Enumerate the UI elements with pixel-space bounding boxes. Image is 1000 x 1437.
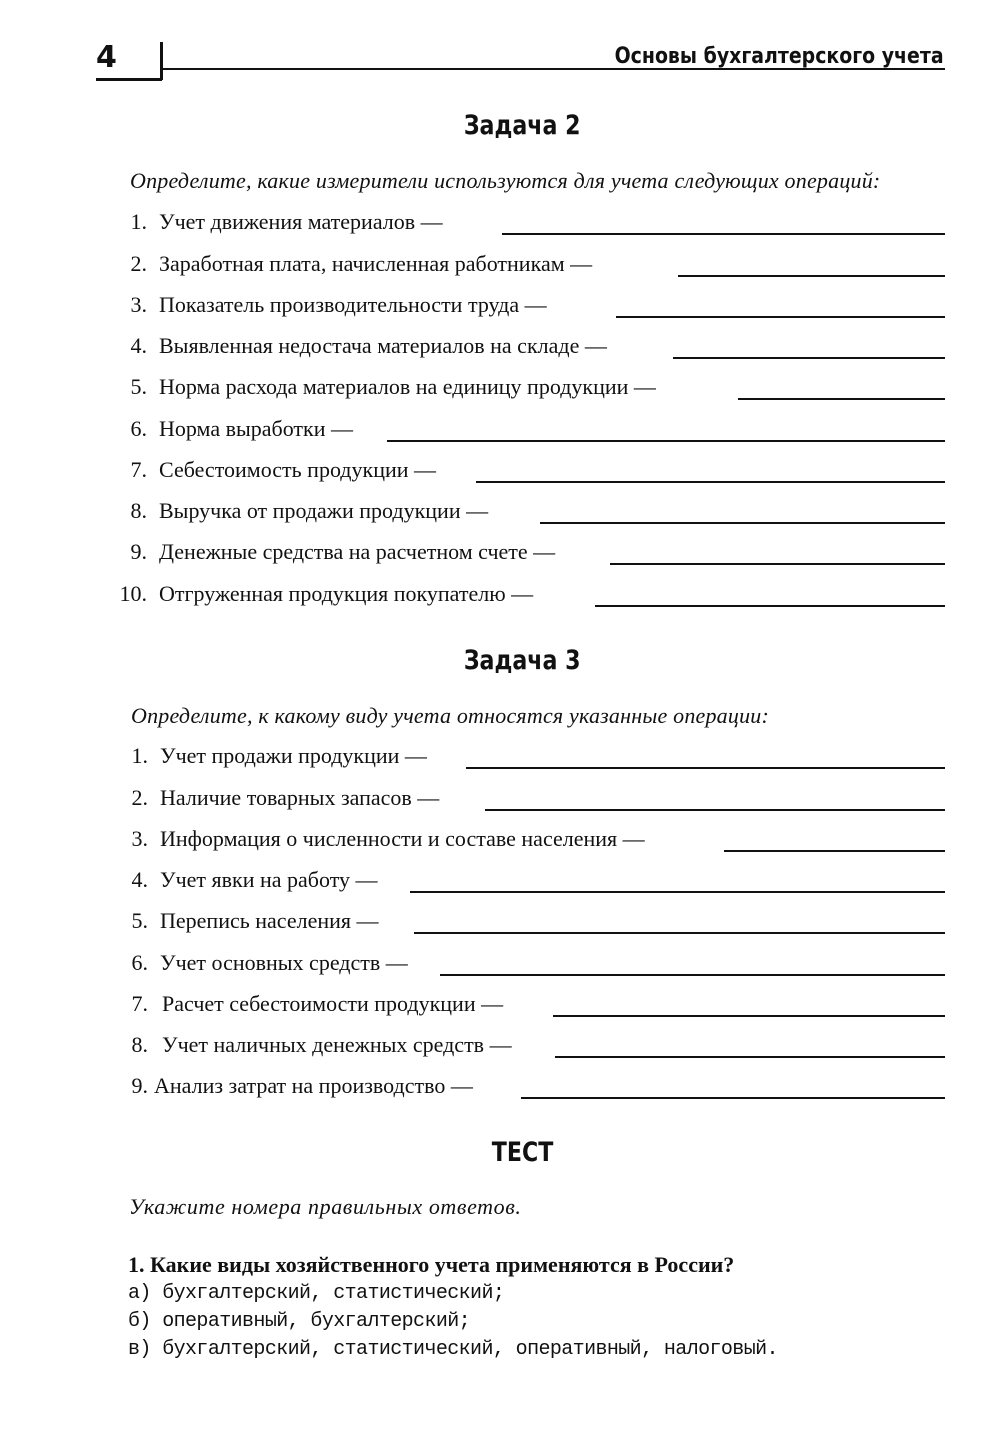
task3-item: [0, 866, 945, 896]
item-number: 8.: [131, 1032, 148, 1057]
item-number: 2.: [131, 785, 148, 810]
task2-item: [0, 456, 945, 486]
task3-item: [0, 1072, 945, 1102]
answer-line[interactable]: [476, 481, 945, 483]
item-number: 4.: [131, 867, 148, 892]
task3-item: [0, 949, 945, 979]
item-number: 2.: [130, 251, 147, 276]
answer-line[interactable]: [553, 1015, 945, 1017]
answer-line[interactable]: [485, 809, 945, 811]
answer-line[interactable]: [724, 850, 945, 852]
task2-intro: Определите, какие измерители используются для учета следующих операций:: [130, 168, 881, 193]
task3-intro: Определите, к какому виду учета относятся указанные операции:: [131, 703, 770, 728]
item-text: Учет движения материалов —: [159, 209, 443, 234]
item-text: Норма расхода материалов на единицу продукции —: [159, 374, 656, 399]
item-text: Расчет себестоимости продукции —: [162, 991, 504, 1016]
item-text: Анализ затрат на производство —: [154, 1073, 473, 1098]
task3-item: [0, 742, 945, 772]
item-text: Учет основных средств —: [160, 950, 408, 975]
task3-item: [0, 907, 945, 937]
answer-line[interactable]: [555, 1056, 945, 1058]
item-number: 8.: [130, 498, 147, 523]
item-text: Денежные средства на расчетном счете —: [159, 539, 556, 564]
item-number: 3.: [130, 292, 147, 317]
task2-item: [0, 250, 945, 280]
item-number: 1.: [130, 209, 147, 234]
task2-item: [0, 208, 945, 238]
task3-item: [0, 784, 945, 814]
item-text: Заработная плата, начисленная работникам —: [159, 251, 593, 276]
item-number: 5.: [131, 908, 148, 933]
item-number: 6.: [131, 950, 148, 975]
task3-item: [0, 1031, 945, 1061]
answer-line[interactable]: [610, 563, 945, 565]
task2-item: [0, 497, 945, 527]
task3-item: [0, 990, 945, 1020]
answer-line[interactable]: [410, 891, 945, 893]
answer-line[interactable]: [466, 767, 945, 769]
answer-line[interactable]: [616, 316, 945, 318]
item-text: Перепись населения —: [160, 908, 379, 933]
item-text: Учет продажи продукции —: [160, 743, 427, 768]
answer-line[interactable]: [387, 440, 945, 442]
page-number: 4: [96, 40, 117, 75]
task2-title: Задача 2: [464, 110, 581, 141]
task2-item: [0, 538, 945, 568]
answer-line[interactable]: [738, 398, 945, 400]
task3-heading: [0, 645, 1000, 677]
task2-heading: [0, 110, 1000, 142]
item-text: Показатель производительности труда —: [159, 292, 547, 317]
answer-line[interactable]: [502, 233, 945, 235]
answer-line[interactable]: [595, 605, 945, 607]
item-text: Выявленная недостача материалов на складе —: [159, 333, 607, 358]
task3-title: Задача 3: [464, 645, 581, 676]
answer-line[interactable]: [414, 932, 945, 934]
test-heading: [0, 1137, 1000, 1169]
header-rule-left: [96, 78, 162, 81]
item-number: 9.: [130, 539, 147, 564]
item-text: Норма выработки —: [159, 416, 354, 441]
answer-line[interactable]: [673, 357, 945, 359]
answer-option[interactable]: б) оперативный, бухгалтерский;: [128, 1310, 471, 1333]
item-text: Отгруженная продукция покупателю —: [159, 581, 534, 606]
item-text: Себестоимость продукции —: [159, 457, 437, 482]
item-number: 10.: [119, 581, 147, 606]
task2-item: [0, 291, 945, 321]
answer-option[interactable]: в) бухгалтерский, статистический, оперативный, налоговый.: [128, 1338, 778, 1361]
answer-option[interactable]: а) бухгалтерский, статистический;: [128, 1282, 505, 1305]
item-number: 5.: [130, 374, 147, 399]
test-title: ТЕСТ: [491, 1137, 554, 1168]
item-number: 1.: [131, 743, 148, 768]
item-text: Учет явки на работу —: [160, 867, 378, 892]
answer-line[interactable]: [521, 1097, 945, 1099]
test-question: 1. Какие виды хозяйственного учета применяются в России?: [128, 1252, 735, 1277]
item-number: 3.: [131, 826, 148, 851]
item-number: 7.: [130, 457, 147, 482]
header-rule-divider: [160, 42, 163, 80]
task2-item: [0, 415, 945, 445]
answer-line[interactable]: [540, 522, 945, 524]
item-number: 7.: [131, 991, 148, 1016]
answer-line[interactable]: [440, 974, 945, 976]
item-text: Учет наличных денежных средств —: [162, 1032, 512, 1057]
task2-item: [0, 580, 945, 610]
item-text: Наличие товарных запасов —: [160, 785, 440, 810]
item-text: Информация о численности и составе населения —: [160, 826, 645, 851]
item-text: Выручка от продажи продукции —: [159, 498, 489, 523]
task3-item: [0, 825, 945, 855]
item-number: 6.: [130, 416, 147, 441]
answer-line[interactable]: [678, 275, 945, 277]
item-number: 4.: [130, 333, 147, 358]
test-intro: Укажите номера правильных ответов.: [129, 1194, 522, 1219]
running-title: Основы бухгалтерского учета: [614, 44, 944, 69]
item-number: 9.: [131, 1073, 148, 1098]
task2-item: [0, 373, 945, 403]
task2-item: [0, 332, 945, 362]
